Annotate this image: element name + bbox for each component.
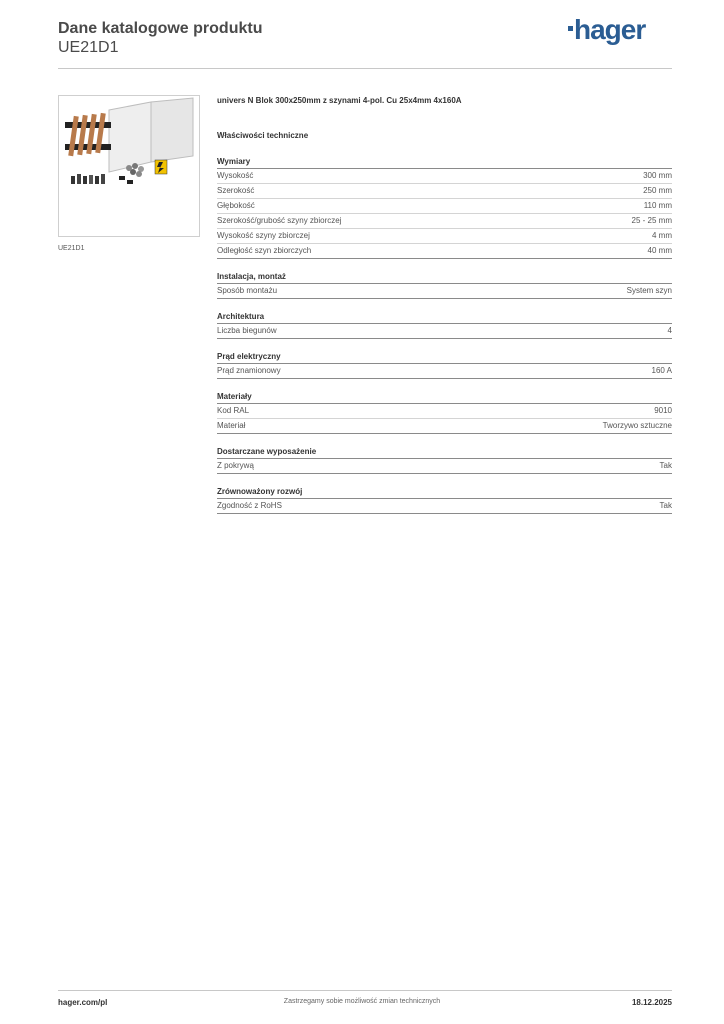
spec-section	[217, 352, 672, 379]
spec-section	[217, 312, 672, 339]
spec-row	[217, 404, 672, 419]
product-image	[58, 95, 200, 237]
spec-row	[217, 214, 672, 229]
spec-value: System szyn	[626, 286, 672, 295]
spec-label: Kod RAL	[217, 406, 250, 415]
spec-label: Materiał	[217, 421, 246, 430]
spec-value: Tak	[659, 501, 672, 510]
section-title: Prąd elektryczny	[217, 352, 281, 361]
spec-row	[217, 419, 672, 434]
spec-label: Z pokrywą	[217, 461, 254, 470]
spec-section	[217, 447, 672, 474]
spec-label: Prąd znamionowy	[217, 366, 281, 375]
spec-row	[217, 184, 672, 199]
spec-row	[217, 364, 672, 379]
spec-row	[217, 169, 672, 184]
spec-value: 40 mm	[647, 246, 672, 255]
header-divider	[58, 68, 672, 69]
spec-section	[217, 157, 672, 259]
section-title: Dostarczane wyposażenie	[217, 447, 317, 456]
spec-label: Zgodność z RoHS	[217, 501, 282, 510]
section-title: Instalacja, montaż	[217, 272, 286, 281]
spec-value: 9010	[654, 406, 672, 415]
spec-row	[217, 284, 672, 299]
spec-sections	[217, 157, 672, 527]
spec-row	[217, 244, 672, 259]
spec-label: Wysokość szyny zbiorczej	[217, 231, 310, 240]
image-caption: UE21D1	[58, 245, 85, 252]
spec-value: 250 mm	[643, 186, 672, 195]
spec-value: 300 mm	[643, 171, 672, 180]
spec-label: Wysokość	[217, 171, 254, 180]
spec-value: 25 - 25 mm	[631, 216, 672, 225]
section-title: Materiały	[217, 392, 252, 401]
section-title: Zrównoważony rozwój	[217, 487, 303, 496]
spec-label: Liczba biegunów	[217, 326, 277, 335]
section-title: Wymiary	[217, 157, 251, 166]
spec-value: 4	[667, 326, 672, 335]
page-title: Dane katalogowe produktu	[58, 20, 263, 37]
spec-value: 110 mm	[643, 201, 672, 210]
spec-value: 4 mm	[652, 231, 672, 240]
spec-section	[217, 272, 672, 299]
spec-value: 160 A	[651, 366, 672, 375]
spec-label: Sposób montażu	[217, 286, 278, 295]
footer-date: 18.12.2025	[631, 998, 672, 1007]
spec-label: Głębokość	[217, 201, 255, 210]
spec-row	[217, 499, 672, 514]
spec-row	[217, 459, 672, 474]
footer-disclaimer: Zastrzegamy sobie możliwość zmian technicznych	[283, 998, 441, 1005]
spec-label: Szerokość/grubość szyny zbiorczej	[217, 216, 342, 225]
product-code: UE21D1	[58, 39, 119, 56]
spec-row	[217, 199, 672, 214]
spec-section	[217, 392, 672, 434]
product-image-illustration	[59, 96, 200, 237]
product-description: univers N Blok 300x250mm z szynami 4-pol. Cu 25x4mm 4x160A	[217, 96, 462, 105]
footer-website: hager.com/pl	[58, 998, 108, 1007]
logo-text: hager	[574, 14, 646, 45]
spec-row	[217, 229, 672, 244]
spec-row	[217, 324, 672, 339]
section-title: Architektura	[217, 312, 265, 321]
spec-value: Tworzywo sztuczne	[602, 421, 672, 430]
footer-divider	[58, 990, 672, 991]
spec-value: Tak	[659, 461, 672, 470]
spec-label: Szerokość	[217, 186, 255, 195]
spec-section	[217, 487, 672, 514]
properties-heading: Właściwości techniczne	[217, 131, 309, 140]
spec-label: Odległość szyn zbiorczych	[217, 246, 312, 255]
brand-logo	[568, 14, 645, 46]
